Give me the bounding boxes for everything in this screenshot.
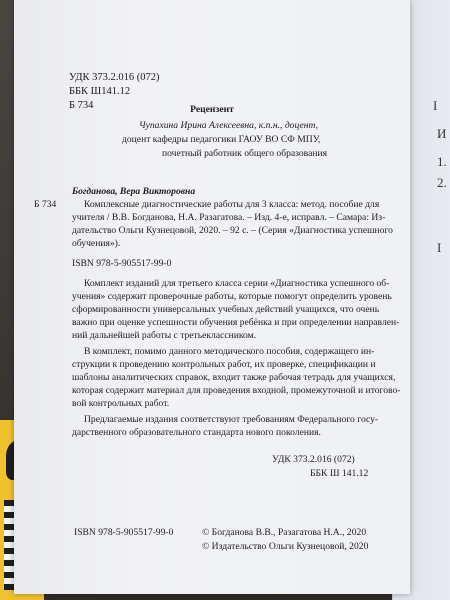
reviewer-name bbox=[139, 120, 318, 133]
isbn-bottom: ISBN 978-5-905517-99-0 bbox=[74, 527, 174, 538]
para3-line2: дарственного образовательного стандарта нового поколения. bbox=[72, 427, 321, 438]
reviewer-title: почетный работник общего образования bbox=[162, 148, 328, 159]
entry-line-4: обучения»). bbox=[72, 238, 121, 249]
para1-line4: важно при оценке успешности обучения ребёнка и при определении направлен- bbox=[72, 317, 400, 328]
entry-mark: Б 734 bbox=[34, 199, 57, 210]
para1-line2: учения» содержит проверочные работы, которые помогут определить уровень bbox=[72, 291, 392, 302]
isbn-top: ISBN 978-5-905517-99-0 bbox=[72, 258, 172, 269]
entry-line-2: учителя / В.В. Богданова, Н.А. Разагатова. – Изд. 4-е, исправл. – Самара: Из- bbox=[72, 212, 386, 223]
bbk-bottom: ББК Ш 141.12 bbox=[310, 468, 369, 479]
reviewer-name-line: Чупахина Ирина Алексеевна, к.п.н., доцент, bbox=[139, 120, 319, 131]
para2-line2: струкции к проведению контрольных работ, их проверке, спецификации и bbox=[72, 359, 376, 370]
para2-line4: которая содержит материал для проведения входной, промежуточной и итогово- bbox=[72, 385, 401, 396]
entry-line-3: дательство Ольги Кузнецовой, 2020. – 92 с. – (Серия «Диагностика успешного bbox=[72, 225, 393, 236]
para2-line5: вой контрольных работ. bbox=[72, 398, 170, 409]
reviewer-heading: Рецензент bbox=[190, 104, 234, 115]
para3-line1: Предлагаемые издания соответствуют требованиям Федерального госу- bbox=[84, 414, 379, 425]
udk-bottom: УДК 373.2.016 (072) bbox=[272, 454, 355, 465]
para1-line5: ний дальнейшей работы с третьеклассником. bbox=[72, 330, 257, 341]
entry-line-1: Комплексные диагностические работы для 3 класса: метод. пособие для bbox=[84, 199, 380, 210]
reviewer-position: доцент кафедры педагогики ГАОУ ВО СФ МПУ, bbox=[122, 134, 321, 145]
para1-line3: сформированности универсальных учебных действий учащихся, что очень bbox=[72, 304, 380, 315]
catalog-mark: Б 734 bbox=[69, 100, 94, 111]
document-page bbox=[14, 0, 410, 594]
para1-line1: Комплект изданий для третьего класса серии «Диагностика успешного об- bbox=[84, 278, 390, 289]
para2-line3: шаблоны аналитических справок, входит также рабочая тетрадь для учащихся, bbox=[72, 372, 396, 383]
para2-line1: В комплект, помимо данного методического пособия, содержащего ин- bbox=[84, 346, 375, 357]
udk-code: УДК 373.2.016 (072) bbox=[69, 72, 160, 83]
copyright-publisher: © Издательство Ольги Кузнецовой, 2020 bbox=[202, 541, 369, 552]
facing-page: I И 1. 2. I bbox=[392, 0, 450, 600]
bbk-code: ББК Ш141.12 bbox=[69, 86, 131, 97]
entry-author: Богданова, Вера Викторовна bbox=[72, 186, 196, 197]
copyright-authors: © Богданова В.В., Разагатова Н.А., 2020 bbox=[202, 527, 367, 538]
